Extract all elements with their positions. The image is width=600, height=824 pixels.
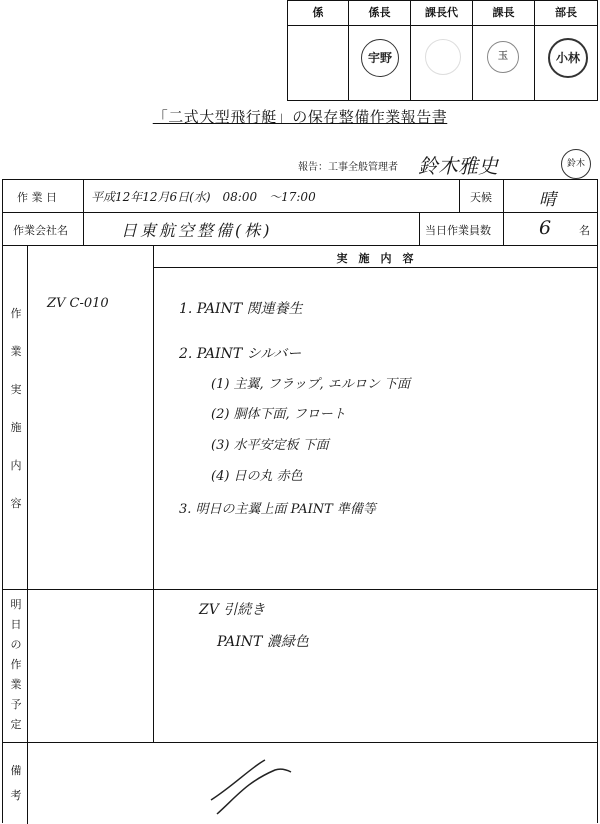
work-line: (3) 水平安定板 下面	[211, 438, 329, 453]
divider	[3, 212, 597, 213]
approval-header: 課長代	[411, 1, 472, 26]
divider	[27, 245, 28, 824]
workers-unit: 名	[579, 224, 590, 237]
work-item-id: ZV C-010	[47, 296, 109, 311]
document-title: 「二式大型飛行艇」の保存整備作業報告書	[152, 108, 448, 126]
plan-section-label: 明 日 の 作 業 予 定	[10, 598, 22, 731]
reporter-seal: 鈴木	[561, 149, 591, 179]
faint-seal	[425, 39, 461, 75]
date-label: 作 業 日	[17, 191, 57, 204]
approval-header: 係	[288, 1, 348, 26]
plan-line: PAINT 濃緑色	[217, 634, 309, 650]
workers-value: 6	[539, 217, 552, 239]
approval-cell-kacho	[473, 1, 535, 100]
reporter-name: 鈴木雅史	[418, 154, 498, 178]
reporter-label: 報告：工事全般管理者	[298, 162, 398, 173]
remarks-section-label: 備 考	[10, 764, 22, 802]
divider	[459, 180, 460, 212]
weather-label: 天候	[470, 191, 492, 204]
divider	[3, 742, 597, 743]
approval-stamp-block	[287, 0, 598, 101]
content-header: 実 施 内 容	[336, 252, 414, 265]
divider	[153, 589, 154, 742]
divider	[3, 589, 597, 590]
work-line: 1. PAINT 関連養生	[179, 301, 303, 317]
approval-cell-kakari	[288, 1, 349, 100]
divider	[419, 212, 420, 245]
company-label: 作業会社名	[13, 224, 68, 237]
company-value: 日東航空整備(株)	[121, 221, 273, 240]
approval-seal: 小林	[548, 38, 588, 78]
divider	[503, 180, 504, 212]
workers-label: 当日作業員数	[425, 224, 491, 237]
divider	[503, 212, 504, 245]
approval-cell-kachodai	[411, 1, 473, 100]
plan-line: ZV 引続き	[199, 602, 266, 618]
work-line: (2) 胴体下面, フロート	[211, 407, 346, 422]
work-line: 2. PAINT シルバー	[179, 346, 302, 362]
divider	[153, 245, 154, 589]
weather-value: 晴	[539, 190, 556, 210]
approval-header: 課長	[473, 1, 534, 26]
date-value: 平成12年12月6日(水) 08:00 〜17:00	[91, 190, 316, 204]
work-line: 3. 明日の主翼上面 PAINT 準備等	[179, 502, 376, 517]
work-line: (4) 日の丸 赤色	[211, 469, 303, 484]
approval-header: 部長	[535, 1, 597, 26]
approval-seal: 宇野	[361, 39, 399, 77]
divider	[83, 180, 84, 245]
work-line: (1) 主翼, フラップ, エルロン 下面	[211, 377, 410, 392]
strike-mark	[203, 748, 303, 818]
approval-seal: 玉	[487, 41, 519, 73]
work-section-label: 作 業 実 施 内 容	[10, 307, 22, 510]
approval-cell-kakaricho	[349, 1, 411, 100]
approval-cell-bucho	[535, 1, 597, 100]
divider	[3, 245, 597, 246]
approval-header: 係長	[349, 1, 410, 26]
divider	[153, 267, 597, 268]
report-form	[2, 179, 598, 823]
